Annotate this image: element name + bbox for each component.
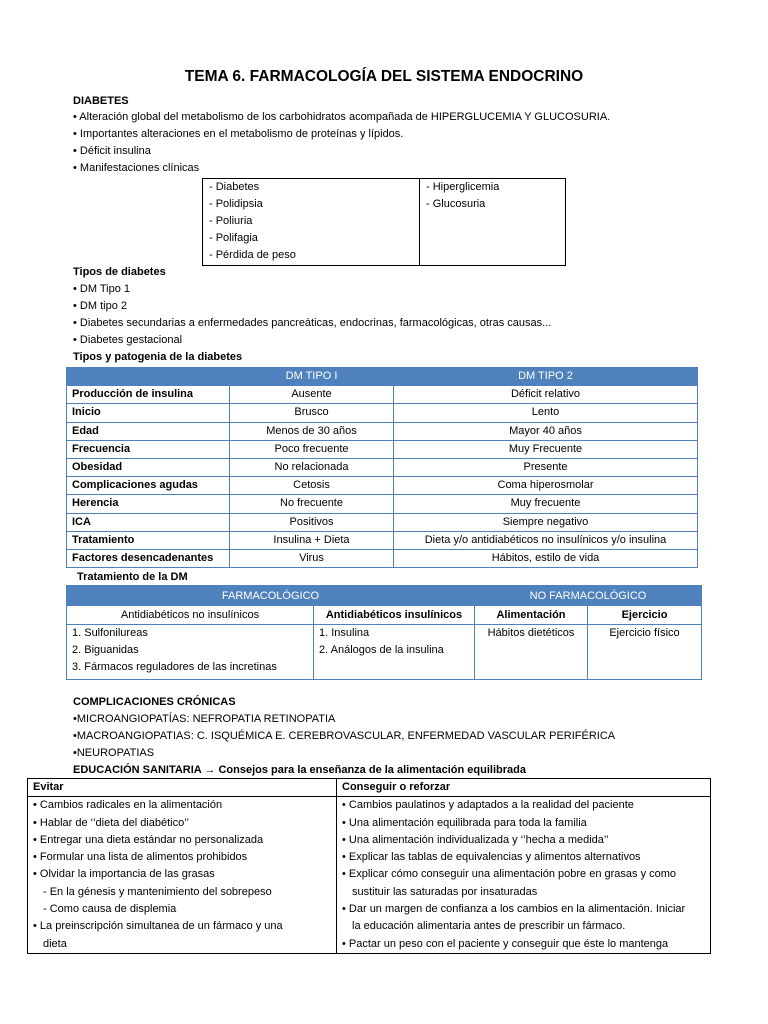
diabetes-bullet: • Manifestaciones clínicas (73, 162, 200, 174)
manifestaciones-right (420, 179, 566, 266)
list-item: • Una alimentación equilibrada para toda la familia (342, 816, 587, 829)
table-cell: Menos de 30 años (230, 422, 394, 440)
table-subheader-row (67, 606, 702, 625)
table-header-row (28, 779, 711, 797)
list-item: - Hiperglicemia (426, 181, 500, 193)
table-row (67, 495, 698, 513)
table-cell: Mayor 40 años (394, 422, 698, 440)
table-cell: Dieta y/o antidiabéticos no insulínicos y/o insulina (394, 531, 698, 549)
row-label: Producción de insulina (67, 386, 230, 404)
table-row (67, 458, 698, 476)
tratamiento-heading: Tratamiento de la DM (77, 571, 188, 583)
row-label: Herencia (67, 495, 230, 513)
tipos-heading: Tipos de diabetes (73, 266, 166, 278)
subheader-no-insulinicos: Antidiabéticos no insulínicos (67, 606, 314, 625)
table-cell: Muy frecuente (394, 495, 698, 513)
subheader-insulinicos: Antidiabéticos insulínicos (314, 606, 475, 625)
farmacologico-header: FARMACOLÓGICO (67, 586, 475, 606)
table-cell: Hábitos, estilo de vida (394, 549, 698, 567)
tratamiento-table (66, 585, 702, 680)
no-farmacologico-header: NO FARMACOLÓGICO (475, 586, 702, 606)
table-cell: Siempre negativo (394, 513, 698, 531)
table-row (67, 531, 698, 549)
educacion-heading (73, 763, 526, 777)
table-row (67, 549, 698, 567)
complicaciones-heading: COMPLICACIONES CRÓNICAS (73, 696, 236, 708)
educacion-heading-right: Consejos para la enseñanza de la alimentación equilibrada (218, 764, 526, 776)
table-cell: Cetosis (230, 477, 394, 495)
tipos-bullet: • Diabetes secundarias a enfermedades pancreáticas, endocrinas, farmacológicas, otras causas... (73, 317, 552, 329)
table-cell: Poco frecuente (230, 440, 394, 458)
column-header-evitar: Evitar (28, 779, 337, 797)
list-item: • Cambios radicales en la alimentación (33, 799, 223, 812)
list-item: dieta (43, 937, 67, 950)
diabetes-bullet: • Déficit insulina (73, 145, 151, 157)
list-item: • La preinscripción simultanea de un fármaco y una (33, 920, 283, 933)
list-item: • Formular una lista de alimentos prohibidos (33, 851, 248, 864)
list-item: 1. Sulfonilureas (72, 627, 148, 639)
subheader-ejercicio: Ejercicio (588, 606, 702, 625)
table-cell: Coma hiperosmolar (394, 477, 698, 495)
tipos-bullet: • Diabetes gestacional (73, 334, 183, 346)
list-item: - En la génesis y mantenimiento del sobrepeso (43, 885, 272, 898)
list-item: • Entregar una dieta estándar no personalizada (33, 833, 264, 846)
row-label: Frecuencia (67, 440, 230, 458)
column-header: DM TIPO 2 (394, 368, 698, 386)
list-item: - Polidipsia (209, 198, 263, 210)
row-label: Factores desencadenantes (67, 549, 230, 567)
table-row (67, 625, 702, 680)
list-item: - Diabetes (209, 181, 260, 193)
list-item: 2. Análogos de la insulina (319, 644, 444, 656)
diabetes-bullet: • Alteración global del metabolismo de los carbohidratos acompañada de HIPERGLUCEMIA Y GLUCOSURIA. (73, 111, 611, 123)
row-label: ICA (67, 513, 230, 531)
subheader-alimentacion: Alimentación (475, 606, 588, 625)
list-item: - Glucosuria (426, 198, 486, 210)
complicaciones-item: •MACROANGIOPATIAS: C. ISQUÉMICA E. CEREBROVASCULAR, ENFERMEDAD VASCULAR PERIFÉRICA (73, 730, 616, 742)
table-cell: Lento (394, 404, 698, 422)
table-header-row (67, 368, 698, 386)
table-row (67, 440, 698, 458)
table-cell: Ausente (230, 386, 394, 404)
list-item: 1. Insulina (319, 627, 370, 639)
list-item: - Como causa de displemia (43, 903, 177, 916)
educacion-table (27, 778, 711, 954)
table-cell: Muy Frecuente (394, 440, 698, 458)
list-item: • Explicar las tablas de equivalencias y alimentos alternativos (342, 851, 641, 864)
list-item: la educación alimentaria antes de prescribir un fármaco. (352, 920, 626, 933)
table-row (67, 386, 698, 404)
page-title: TEMA 6. FARMACOLOGÍA DEL SISTEMA ENDOCRINO (184, 68, 584, 85)
list-item: • Explicar cómo conseguir una alimentación pobre en grasas y como (342, 868, 677, 881)
list-item: • Una alimentación individualizada y ‘’hecha a medida’’ (342, 833, 609, 846)
manifestaciones-left (203, 179, 420, 266)
table-cell: Brusco (230, 404, 394, 422)
manifestaciones-table (202, 178, 566, 266)
list-item: • Cambios paulatinos y adaptados a la realidad del paciente (342, 799, 634, 812)
row-label: Tratamiento (67, 531, 230, 549)
patogenia-table (66, 367, 698, 568)
column-header (67, 368, 230, 386)
arrow-right-icon: → (204, 764, 216, 776)
table-header-row (67, 586, 702, 606)
educacion-heading-left: EDUCACIÓN SANITARIA (73, 764, 202, 776)
list-item: - Poliuria (209, 215, 253, 227)
table-cell: No relacionada (230, 458, 394, 476)
list-item: 2. Biguanidas (72, 644, 139, 656)
list-item: • Dar un margen de confianza a los cambios en la alimentación. Iniciar (342, 903, 686, 916)
evitar-list (28, 797, 337, 954)
list-item: • Olvidar la importancia de las grasas (33, 868, 215, 881)
table-cell: Virus (230, 549, 394, 567)
table-row (67, 422, 698, 440)
complicaciones-item: •MICROANGIOPATÍAS: NEFROPATIA RETINOPATIA (73, 713, 336, 725)
tipos-bullet: • DM Tipo 1 (73, 283, 131, 295)
table-cell: Presente (394, 458, 698, 476)
table-row (67, 513, 698, 531)
table-cell: No frecuente (230, 495, 394, 513)
ejercicio-cell: Ejercicio físico (588, 625, 702, 680)
table-cell: Positivos (230, 513, 394, 531)
alimentacion-cell: Hábitos dietéticos (475, 625, 588, 680)
no-insulinicos-list (67, 625, 314, 680)
list-item: sustituir las saturadas por insaturadas (352, 885, 538, 898)
tipos-bullet: • DM tipo 2 (73, 300, 127, 312)
table-cell: Déficit relativo (394, 386, 698, 404)
column-header-conseguir: Conseguir o reforzar (337, 779, 711, 797)
table-row (28, 797, 711, 954)
table-row (67, 404, 698, 422)
row-label: Inicio (67, 404, 230, 422)
table-cell: Insulina + Dieta (230, 531, 394, 549)
insulinicos-list (314, 625, 475, 680)
complicaciones-item: •NEUROPATIAS (73, 747, 155, 759)
list-item: - Polifagia (209, 232, 258, 244)
diabetes-heading: DIABETES (73, 95, 129, 107)
column-header: DM TIPO I (230, 368, 394, 386)
list-item: 3. Fármacos reguladores de las incretinas (72, 661, 277, 673)
list-item: • Hablar de ‘’dieta del diabético’’ (33, 816, 189, 829)
table-row (67, 477, 698, 495)
row-label: Obesidad (67, 458, 230, 476)
row-label: Complicaciones agudas (67, 477, 230, 495)
list-item: - Pérdida de peso (209, 249, 296, 261)
diabetes-bullet: • Importantes alteraciones en el metabolismo de proteínas y lípidos. (73, 128, 404, 140)
conseguir-list (337, 797, 711, 954)
patogenia-heading: Tipos y patogenia de la diabetes (73, 351, 243, 363)
list-item: • Pactar un peso con el paciente y conseguir que éste lo mantenga (342, 937, 669, 950)
row-label: Edad (67, 422, 230, 440)
